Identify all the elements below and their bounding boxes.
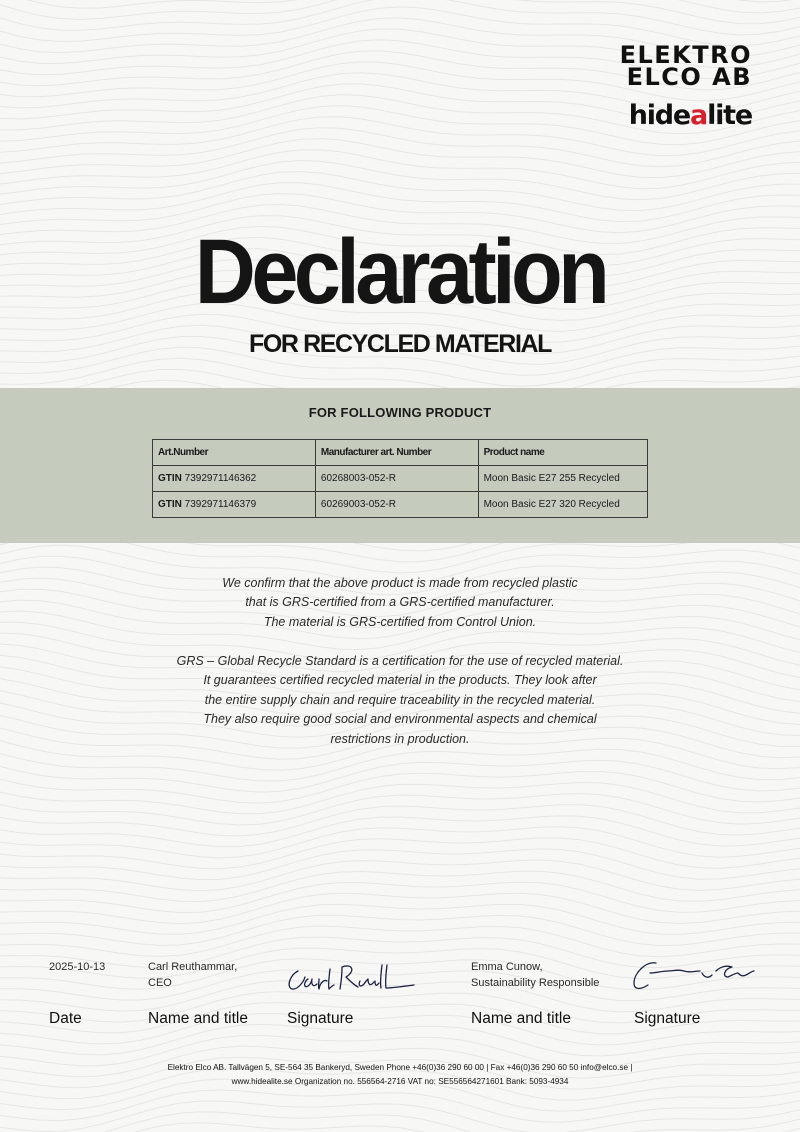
background-wave-line (0, 794, 800, 826)
background-wave-line (0, 749, 800, 781)
background-wave-line (0, 1112, 800, 1132)
table-row (153, 466, 648, 492)
brand-accent: a (690, 100, 708, 131)
background-wave-line (0, 805, 800, 836)
signature-date: 2025-10-13 (49, 961, 106, 973)
document-title: Declaration (194, 221, 606, 323)
gtin-value: 7392971146379 (184, 499, 257, 510)
name-and-title-label: Name and title (148, 1010, 248, 1027)
background-wave-line (0, 849, 800, 880)
footer-line-1: Elektro Elco AB. Tallvägen 5, SE-564 35 Bankeryd, Sweden Phone +46(0)36 290 60 00 | Fax +46(0)36 290 60 50 info@elco.se | (167, 1063, 633, 1072)
product-name-cell: Moon Basic E27 255 Recycled (478, 466, 647, 492)
gtin-value: 7392971146362 (184, 473, 257, 484)
elektro-elco-logo (619, 41, 752, 91)
background-wave-line (0, 772, 800, 804)
background-wave-line (0, 0, 800, 24)
signature-carl-reuthammar (284, 955, 419, 997)
manufacturer-art-cell: 60269003-052-R (315, 492, 478, 518)
statement-line: We confirm that the above product is made from recycled plastic (222, 576, 578, 590)
footer-contact-info (0, 1061, 800, 1089)
statement-line: They also require good social and environmental aspects and chemical (203, 712, 597, 727)
hidealite-logo (629, 100, 752, 131)
brand-part-2: lite (707, 100, 752, 131)
gtin-label: GTIN (158, 499, 182, 510)
logo-line-2: ELCO AB (626, 63, 752, 91)
background-wave-line (0, 783, 800, 814)
background-wave-line (0, 1090, 800, 1122)
gtin-label: GTIN (158, 473, 182, 484)
background-wave-line (0, 816, 800, 847)
signer-1-name-title (148, 959, 237, 991)
date-label: Date (49, 1010, 82, 1027)
art-number-cell (153, 492, 316, 518)
background-wave-line (0, 860, 800, 891)
statement-line: GRS – Global Recycle Standard is a certification for the use of recycled material. (176, 654, 624, 668)
statement-line: the entire supply chain and require traceability in the recycled material. (204, 692, 596, 707)
column-header-art-number: Art.Number (153, 440, 316, 466)
background-wave-line (0, 172, 800, 211)
statement-paragraph-2 (100, 652, 700, 749)
statement-paragraph-1 (100, 574, 700, 632)
signature-label: Signature (287, 1010, 354, 1027)
background-wave-line (0, 760, 800, 792)
column-header-product-name: Product name (478, 440, 647, 466)
brand-part-1: hide (628, 100, 691, 131)
signer-2-name: Emma Cunow, (471, 961, 543, 973)
statement-line: The material is GRS-certified from Control Union. (263, 614, 537, 629)
background-wave-line (0, 827, 800, 858)
table-row (153, 492, 648, 518)
statement-line: restrictions in production. (330, 731, 470, 746)
statement-line: It guarantees certified recycled material in the products. They look after (203, 673, 597, 688)
background-wave-line (0, 183, 800, 222)
background-wave-line (0, 838, 800, 869)
document-subtitle: FOR RECYCLED MATERIAL (248, 330, 552, 358)
statement-line: that is GRS-certified from a GRS-certified manufacturer. (245, 595, 555, 610)
product-table (152, 439, 648, 518)
product-name-cell: Moon Basic E27 320 Recycled (478, 492, 647, 518)
background-wave-line (0, 1024, 800, 1056)
background-wave-line (0, 161, 800, 200)
table-header-row (153, 440, 648, 466)
signature-emma-cunow (628, 955, 758, 997)
product-section-heading: FOR FOLLOWING PRODUCT (308, 405, 492, 420)
signer-2-title: Sustainability Responsible (471, 977, 600, 989)
logo-line-1: ELEKTRO (619, 41, 752, 69)
signer-2-name-title (471, 959, 599, 991)
signer-1-title: CEO (148, 977, 172, 989)
column-header-manufacturer-art: Manufacturer art. Number (315, 440, 478, 466)
footer-line-2: www.hidealite.se Organization no. 556564-2716 VAT no: SE556564271601 Bank: 5093-4934 (231, 1077, 569, 1086)
art-number-cell (153, 466, 316, 492)
signer-1-name: Carl Reuthammar, (148, 961, 238, 973)
signature-label: Signature (634, 1010, 701, 1027)
manufacturer-art-cell: 60268003-052-R (315, 466, 478, 492)
name-and-title-label: Name and title (471, 1010, 571, 1027)
